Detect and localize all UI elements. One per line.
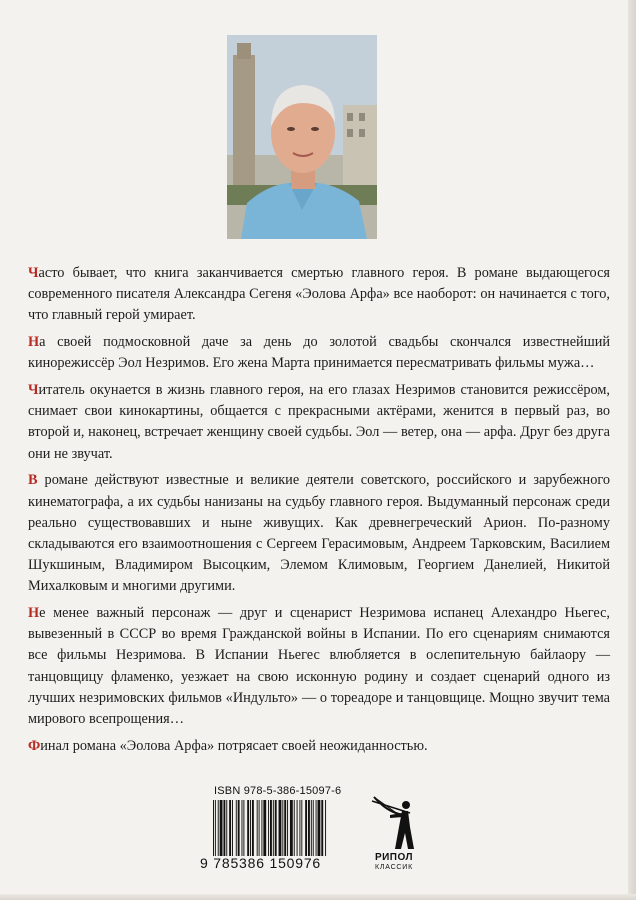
barcode-bar xyxy=(313,800,314,856)
author-photo xyxy=(227,35,377,239)
drop-cap: В xyxy=(28,472,38,489)
barcode-bar xyxy=(282,800,283,856)
drop-cap: Ф xyxy=(28,737,41,754)
barcode-bar xyxy=(213,800,214,856)
publisher-archer-logo-icon xyxy=(368,793,418,853)
barcode-bar xyxy=(311,800,312,856)
barcode-bar xyxy=(232,800,233,856)
annotation-paragraph xyxy=(28,470,610,597)
barcode-bar xyxy=(263,800,266,856)
barcode-bar xyxy=(273,800,274,856)
barcode-bars xyxy=(213,800,368,856)
annotation-paragraph xyxy=(28,736,610,757)
paragraph-text: романе действуют известные и великие деятели советского, российского и зарубежного кинематографа, а их судьбы нанизаны на судьбу главного героя. Выдуманный персонаж среди реально существовавших и ныне живущих. Как древнегреческий Арион. По-разному складываются его взаимоотношения с Сергеем Герасимовым, Андреем Тарковским, Василием Шукшиным, Владимиром Высоцким, Элемом Климовым, Георгием Данелией, Никитой Михалковым и многими другими. xyxy=(28,472,610,595)
barcode-bar xyxy=(297,800,298,856)
barcode-bar xyxy=(305,800,307,856)
publisher-subname: КЛАССИК xyxy=(374,864,413,871)
barcode-bar xyxy=(223,800,225,856)
barcode-bar xyxy=(301,800,302,856)
barcode-bar xyxy=(325,800,326,856)
annotation-paragraph xyxy=(28,263,610,327)
annotation-paragraph xyxy=(28,332,610,374)
barcode-bar xyxy=(218,800,219,856)
annotation-paragraph xyxy=(28,380,610,465)
barcode-bar xyxy=(261,800,262,856)
barcode-bar xyxy=(243,800,244,856)
barcode-bar xyxy=(259,800,260,856)
paragraph-text: а своей подмосковной даче за день до золотой свадьбы скончался известнейший кинорежиссёр Эол Незримов. Его жена Марта принимается пересматривать фильмы мужа… xyxy=(28,334,610,372)
barcode-bar xyxy=(252,800,254,856)
annotation-paragraph xyxy=(28,603,610,730)
drop-cap: Н xyxy=(28,334,40,351)
barcode-bar xyxy=(284,800,286,856)
barcode-bar xyxy=(290,800,293,856)
barcode-bar xyxy=(299,800,300,856)
book-annotation xyxy=(28,263,610,762)
paragraph-text: итатель окунается в жизнь главного героя, на его глазах Незримов становится режиссёром, снимает свои кинокартины, общается с прекрасными актёрами, женится в первый раз, во второй и, наконец, встречает женщину своей судьбы. Эол — ветер, она — арфа. Друг без друга они не звучат. xyxy=(28,382,610,462)
barcode-bar xyxy=(215,800,216,856)
drop-cap: Ч xyxy=(28,265,39,281)
barcode-bar xyxy=(247,800,249,856)
barcode-bar xyxy=(316,800,317,856)
barcode-bar xyxy=(275,800,277,856)
barcode-bar xyxy=(242,800,243,856)
page-edge xyxy=(628,0,636,900)
barcode-bar xyxy=(287,800,288,856)
barcode-bar xyxy=(250,800,251,856)
paragraph-text: асто бывает, что книга заканчивается смертью главного героя. В романе выдающегося современного писателя Александра Сегеня «Эолова Арфа» все наоборот: он начинается с того, что главный герой умирает. xyxy=(28,265,610,324)
publisher-name: РИПОЛ xyxy=(374,852,414,863)
barcode-bar xyxy=(321,800,323,856)
barcode-bar xyxy=(226,800,227,856)
barcode-digits: 9 785386 150976 xyxy=(200,855,321,871)
isbn-label: ISBN 978-5-386-15097-6 xyxy=(214,785,342,797)
barcode-bar xyxy=(318,800,321,856)
barcode-bar xyxy=(257,800,258,856)
barcode-bar xyxy=(229,800,231,856)
barcode-bar xyxy=(238,800,240,856)
barcode-bar xyxy=(294,800,295,856)
barcode-bar xyxy=(236,800,237,856)
barcode-bar xyxy=(270,800,272,856)
drop-cap: Н xyxy=(28,605,40,622)
page-edge-bottom xyxy=(0,894,636,900)
paragraph-text: е менее важный персонаж — друг и сценарист Незримова испанец Алехандро Ньегес, вывезенный в СССР во время Гражданской войны в Испании. По его сценариям снимаются все фильмы Незримова. В Испании Ньегес влюбляется в ослепительную байлаору — танцовщицу фламенко, уезжает на свою исконную родину и создает сценарий одного из лучших незримовских фильмов «Индульто» — о тореадоре и танцовщице. Мощно звучит тема мирового всепрощения… xyxy=(28,605,610,728)
barcode-bar xyxy=(220,800,223,856)
drop-cap: Ч xyxy=(28,382,39,399)
barcode-bar xyxy=(308,800,310,856)
paragraph-text: инал романа «Эолова Арфа» потрясает своей неожиданностью. xyxy=(40,737,428,754)
barcode-bar xyxy=(268,800,269,856)
barcode-bar xyxy=(279,800,282,856)
